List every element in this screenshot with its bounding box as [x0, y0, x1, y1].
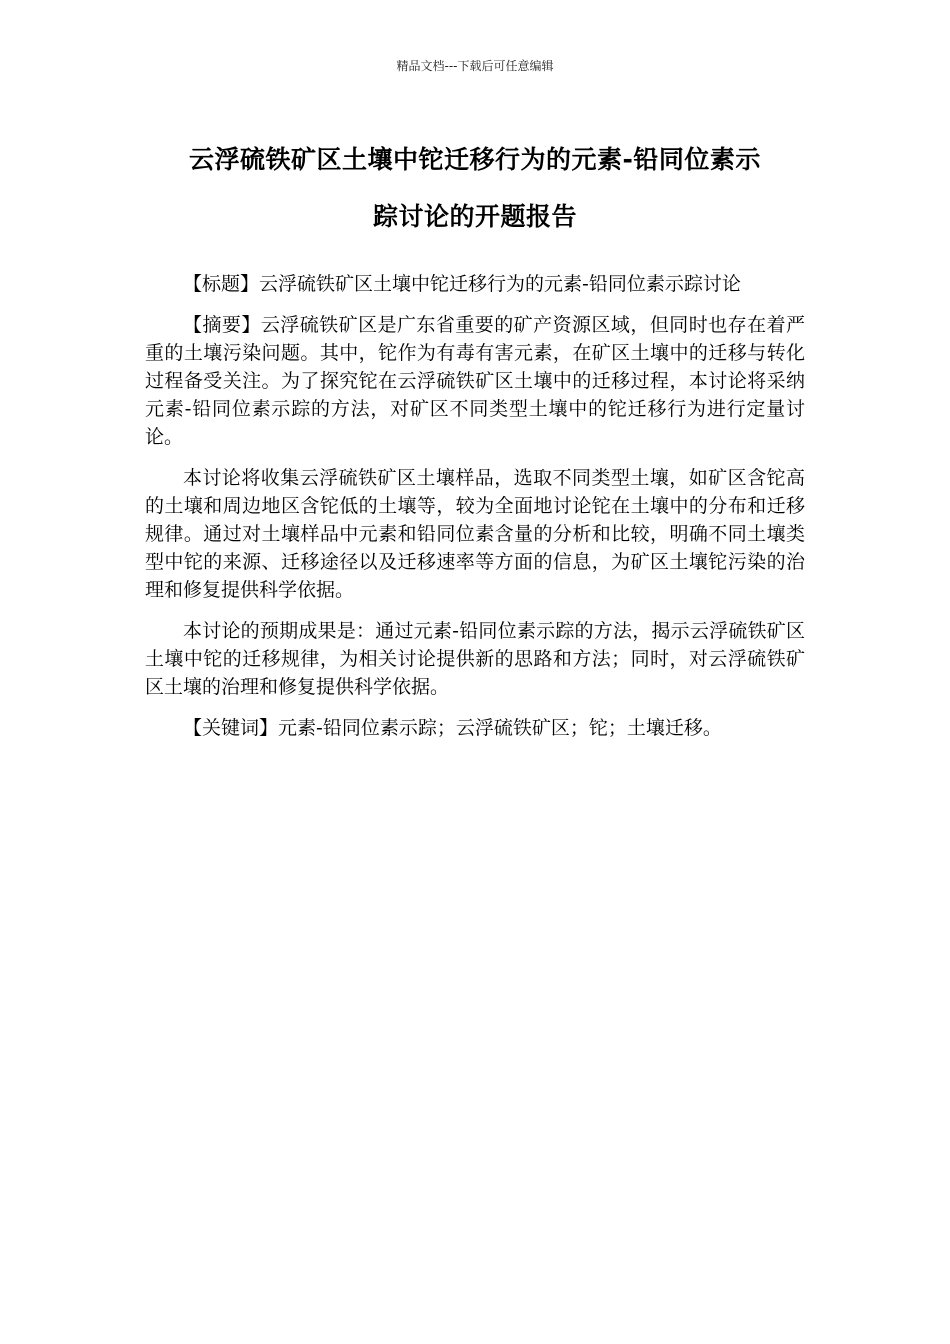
outcomes-text: 本讨论的预期成果是：通过元素-铅同位素示踪的方法，揭示云浮硫铁矿区土壤中铊的迁移规律，为相关讨论提供新的思路和方法；同时，对云浮硫铁矿区土壤的治理和修复提供科学依据。 — [145, 620, 805, 698]
title-line-1: 云浮硫铁矿区土壤中铊迁移行为的元素-铅同位素示 — [189, 145, 761, 174]
title-line-2: 踪讨论的开题报告 — [372, 202, 577, 231]
abstract-text: 云浮硫铁矿区是广东省重要的矿产资源区域，但同时也存在着严重的土壤污染问题。其中，铊作为有毒有害元素，在矿区土壤中的迁移与转化过程备受关注。为了探究铊在云浮硫铁矿区土壤中的迁移过程，本讨论将采纳元素-铅同位素示踪的方法，对矿区不同类型土壤中的铊迁移行为进行定量讨论。 — [145, 314, 805, 448]
keywords-label: 【关键词】 — [183, 717, 279, 739]
methods-text: 本讨论将收集云浮硫铁矿区土壤样品，选取不同类型土壤，如矿区含铊高的土壤和周边地区含铊低的土壤等，较为全面地讨论铊在土壤中的分布和迁移规律。通过对土壤样品中元素和铅同位素含量的分析和比较，明确不同土壤类型中铊的来源、迁移途径以及迁移速率等方面的信息，为矿区土壤铊污染的治理和修复提供科学依据。 — [145, 467, 805, 601]
keywords-text: 元素-铅同位素示踪；云浮硫铁矿区；铊；土壤迁移。 — [278, 717, 722, 739]
abstract-label: 【摘要】 — [183, 314, 261, 336]
keywords-paragraph — [145, 714, 805, 742]
title-label: 【标题】 — [183, 273, 260, 295]
header-note: 精品文档---下载后可任意编辑 — [396, 59, 554, 73]
title-paragraph — [145, 270, 805, 298]
abstract-paragraph — [145, 311, 805, 451]
outcomes-paragraph — [145, 617, 805, 701]
document-title — [140, 131, 810, 245]
title-text: 云浮硫铁矿区土壤中铊迁移行为的元素-铅同位素示踪讨论 — [259, 273, 741, 295]
methods-paragraph — [145, 464, 805, 604]
document-body — [145, 270, 805, 755]
